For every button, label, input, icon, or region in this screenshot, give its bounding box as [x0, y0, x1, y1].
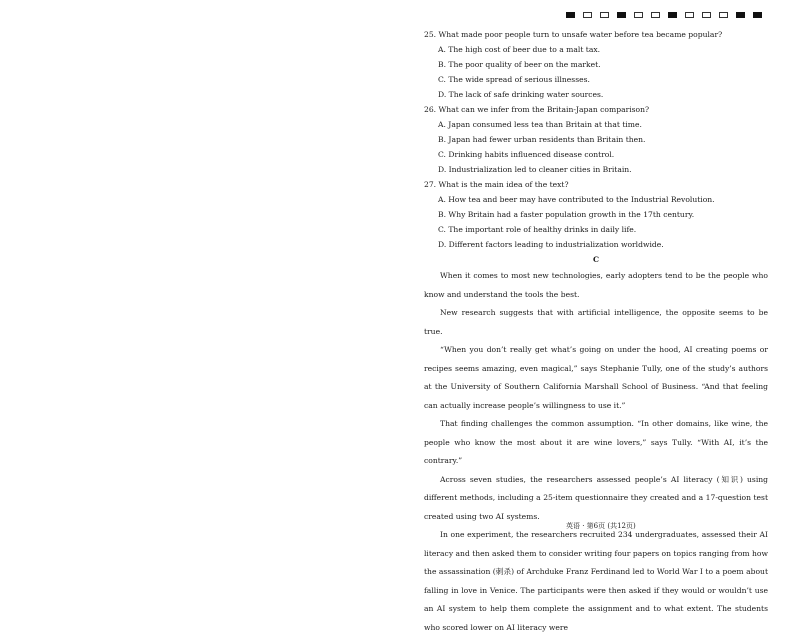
passage-paragraph: That finding challenges the common assumption. “In other domains, like wine, the people who know the most about it are wine lovers,” says Tully. “With AI, it’s the contrary.” [424, 419, 768, 465]
alignment-mark [600, 12, 609, 18]
answer-option: D. Industrialization led to cleaner cities in Britain. [438, 165, 632, 174]
alignment-mark [753, 12, 762, 18]
passage-paragraph: When it comes to most new technologies, early adopters tend to be the people who know and understand the tools the best. [424, 271, 768, 299]
question-stem: 27. What is the main idea of the text? [424, 180, 569, 189]
section-label: C [592, 255, 600, 264]
answer-option: A. Japan consumed less tea than Britain at that time. [438, 120, 642, 129]
passage-paragraph: New research suggests that with artificial intelligence, the opposite seems to be true. [424, 308, 768, 336]
alignment-marks [566, 12, 762, 18]
answer-option: A. The high cost of beer due to a malt tax. [438, 45, 601, 54]
answer-option: B. Why Britain had a faster population growth in the 17th century. [438, 210, 695, 219]
page-footer: 英语 · 第6页 (共12页) [566, 522, 636, 530]
question-stem: 26. What can we infer from the Britain-Japan comparison? [424, 105, 650, 114]
alignment-mark [634, 12, 643, 18]
answer-option: D. The lack of safe drinking water sources. [438, 90, 604, 99]
alignment-mark [566, 12, 575, 18]
passage-paragraph: Across seven studies, the researchers assessed people’s AI literacy (知识) using different methods, including a 25-item questionnaire they created and a 17-question test created using two AI systems. [424, 474, 768, 521]
answer-option: B. Japan had fewer urban residents than Britain then. [438, 135, 646, 144]
answer-option: A. How tea and beer may have contributed to the Industrial Revolution. [438, 195, 715, 204]
alignment-mark [719, 12, 728, 18]
answer-option: C. The important role of healthy drinks in daily life. [438, 225, 637, 234]
answer-option: B. The poor quality of beer on the market. [438, 60, 601, 69]
answer-option: C. Drinking habits influenced disease control. [438, 150, 615, 159]
alignment-mark [651, 12, 660, 18]
alignment-mark [617, 12, 626, 18]
question-stem: 25. What made poor people turn to unsafe water before tea became popular? [424, 30, 723, 39]
answer-option: D. Different factors leading to industrialization worldwide. [438, 240, 664, 249]
passage-paragraph: “When you don’t really get what’s going on under the hood, AI creating poems or recipes seems amazing, even magical,” says Stephanie Tully, one of the study’s authors at the University of Southern California Marshall School of Business. “And that feeling can actually increase people’s willingness to use it.” [424, 345, 768, 410]
answer-option: C. The wide spread of serious illnesses. [438, 75, 590, 84]
alignment-mark [736, 12, 745, 18]
alignment-mark [583, 12, 592, 18]
exam-content [424, 27, 768, 637]
alignment-mark [668, 12, 677, 18]
alignment-mark [685, 12, 694, 18]
passage-paragraph: In one experiment, the researchers recruited 234 undergraduates, assessed their AI literacy and then asked them to consider writing four papers on topics ranging from how the assassination (刺杀) of Archduke Franz Ferdinand led to World War Ⅰ to a poem about falling in love in Venice. The participants were then asked if they would or wouldn’t use an AI system to help them complete the assignment and to what extent. The students who scored lower on AI literacy were [424, 530, 768, 632]
alignment-mark [702, 12, 711, 18]
